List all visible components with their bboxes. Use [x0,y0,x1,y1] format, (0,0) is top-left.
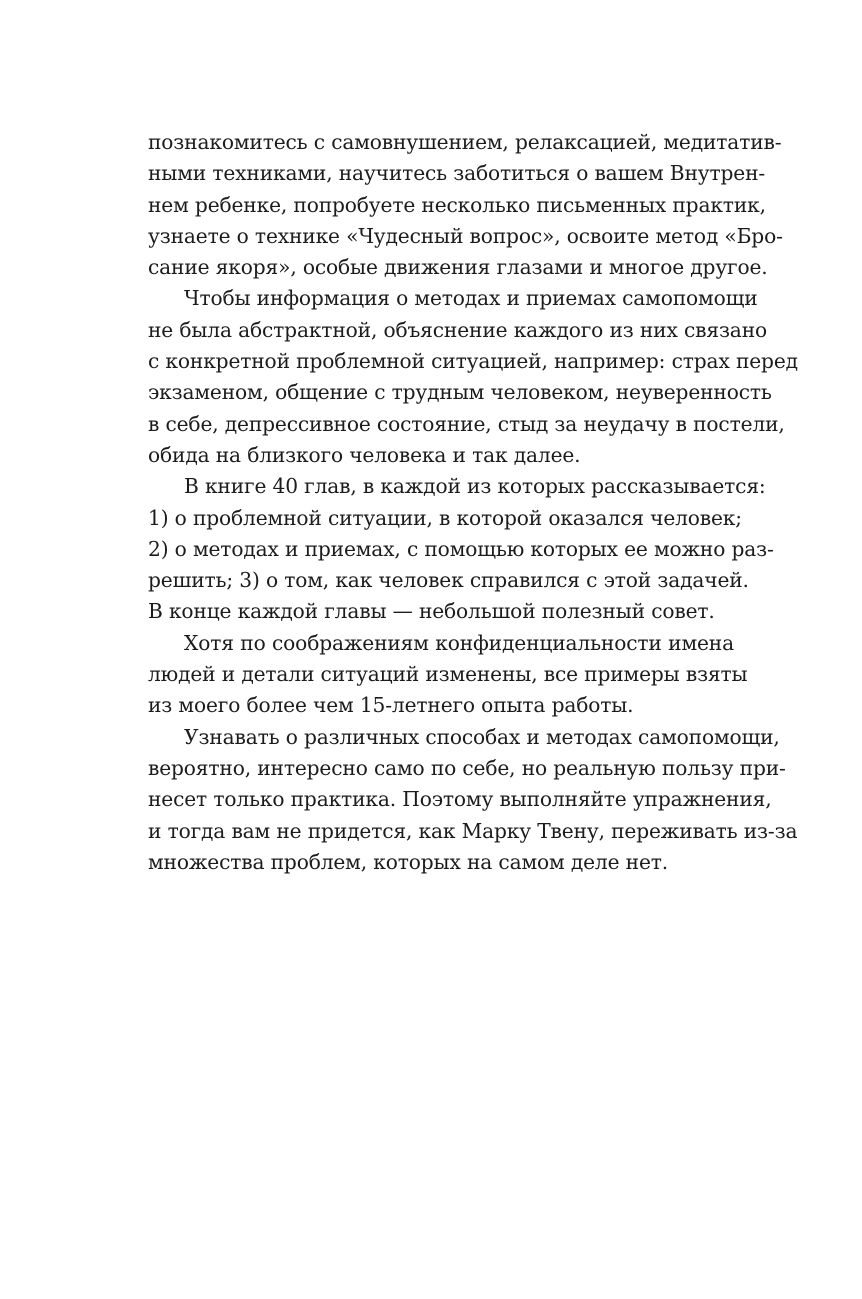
text-line: 1) о проблемной ситуации, в которой оказался человек; [148,505,742,530]
paragraph-2 [148,283,798,471]
text-line: экзаменом, общение с трудным человеком, неуверенность [148,380,772,405]
text-line: обида на близкого человека и так далее. [148,442,581,467]
text-line: нем ребенке, попробуете несколько письменных практик, [148,192,766,217]
paragraph-3 [148,471,774,627]
text-line: из моего более чем 15-летнего опыта работы. [148,693,634,718]
text-line: узнаете о технике «Чудесный вопрос», освоите метод «Бро- [148,223,783,248]
text-line: ными техниками, научитесь заботиться о вашем Внутрен- [148,161,766,186]
text-line: людей и детали ситуаций изменены, все примеры взяты [148,662,748,687]
text-line: множества проблем, которых на самом деле нет. [148,849,669,874]
text-line: вероятно, интересно само по себе, но реальную пользу при- [148,755,786,780]
text-line: Узнавать о различных способах и методах самопомощи, [184,724,780,749]
text-line: в себе, депрессивное состояние, стыд за неудачу в постели, [148,411,785,436]
text-line: 2) о методах и приемах, с помощью которых ее можно раз- [148,536,774,561]
text-line: В конце каждой главы — небольшой полезный совет. [148,599,715,624]
body-text [148,127,798,878]
text-line: Хотя по соображениям конфиденциальности имена [184,630,734,655]
paragraph-1 [148,127,783,283]
text-line: решить; 3) о том, как человек справился с этой задачей. [148,568,749,593]
text-line: и тогда вам не придется, как Марку Твену, переживать из-за [148,818,798,843]
text-line: несет только практика. Поэтому выполняйте упражнения, [148,787,772,812]
text-line: познакомитесь с самовнушением, релаксацией, медитатив- [148,130,782,154]
paragraph-4 [148,628,748,722]
text-line: не была абстрактной, объяснение каждого из них связано [148,317,768,342]
text-line: с конкретной проблемной ситуацией, например: страх перед [148,349,798,374]
paragraph-5 [148,722,798,878]
text-line: В книге 40 глав, в каждой из которых рассказывается: [184,474,766,499]
text-line: Чтобы информация о методах и приемах самопомощи [184,286,758,311]
text-line: сание якоря», особые движения глазами и многое другое. [148,255,768,280]
